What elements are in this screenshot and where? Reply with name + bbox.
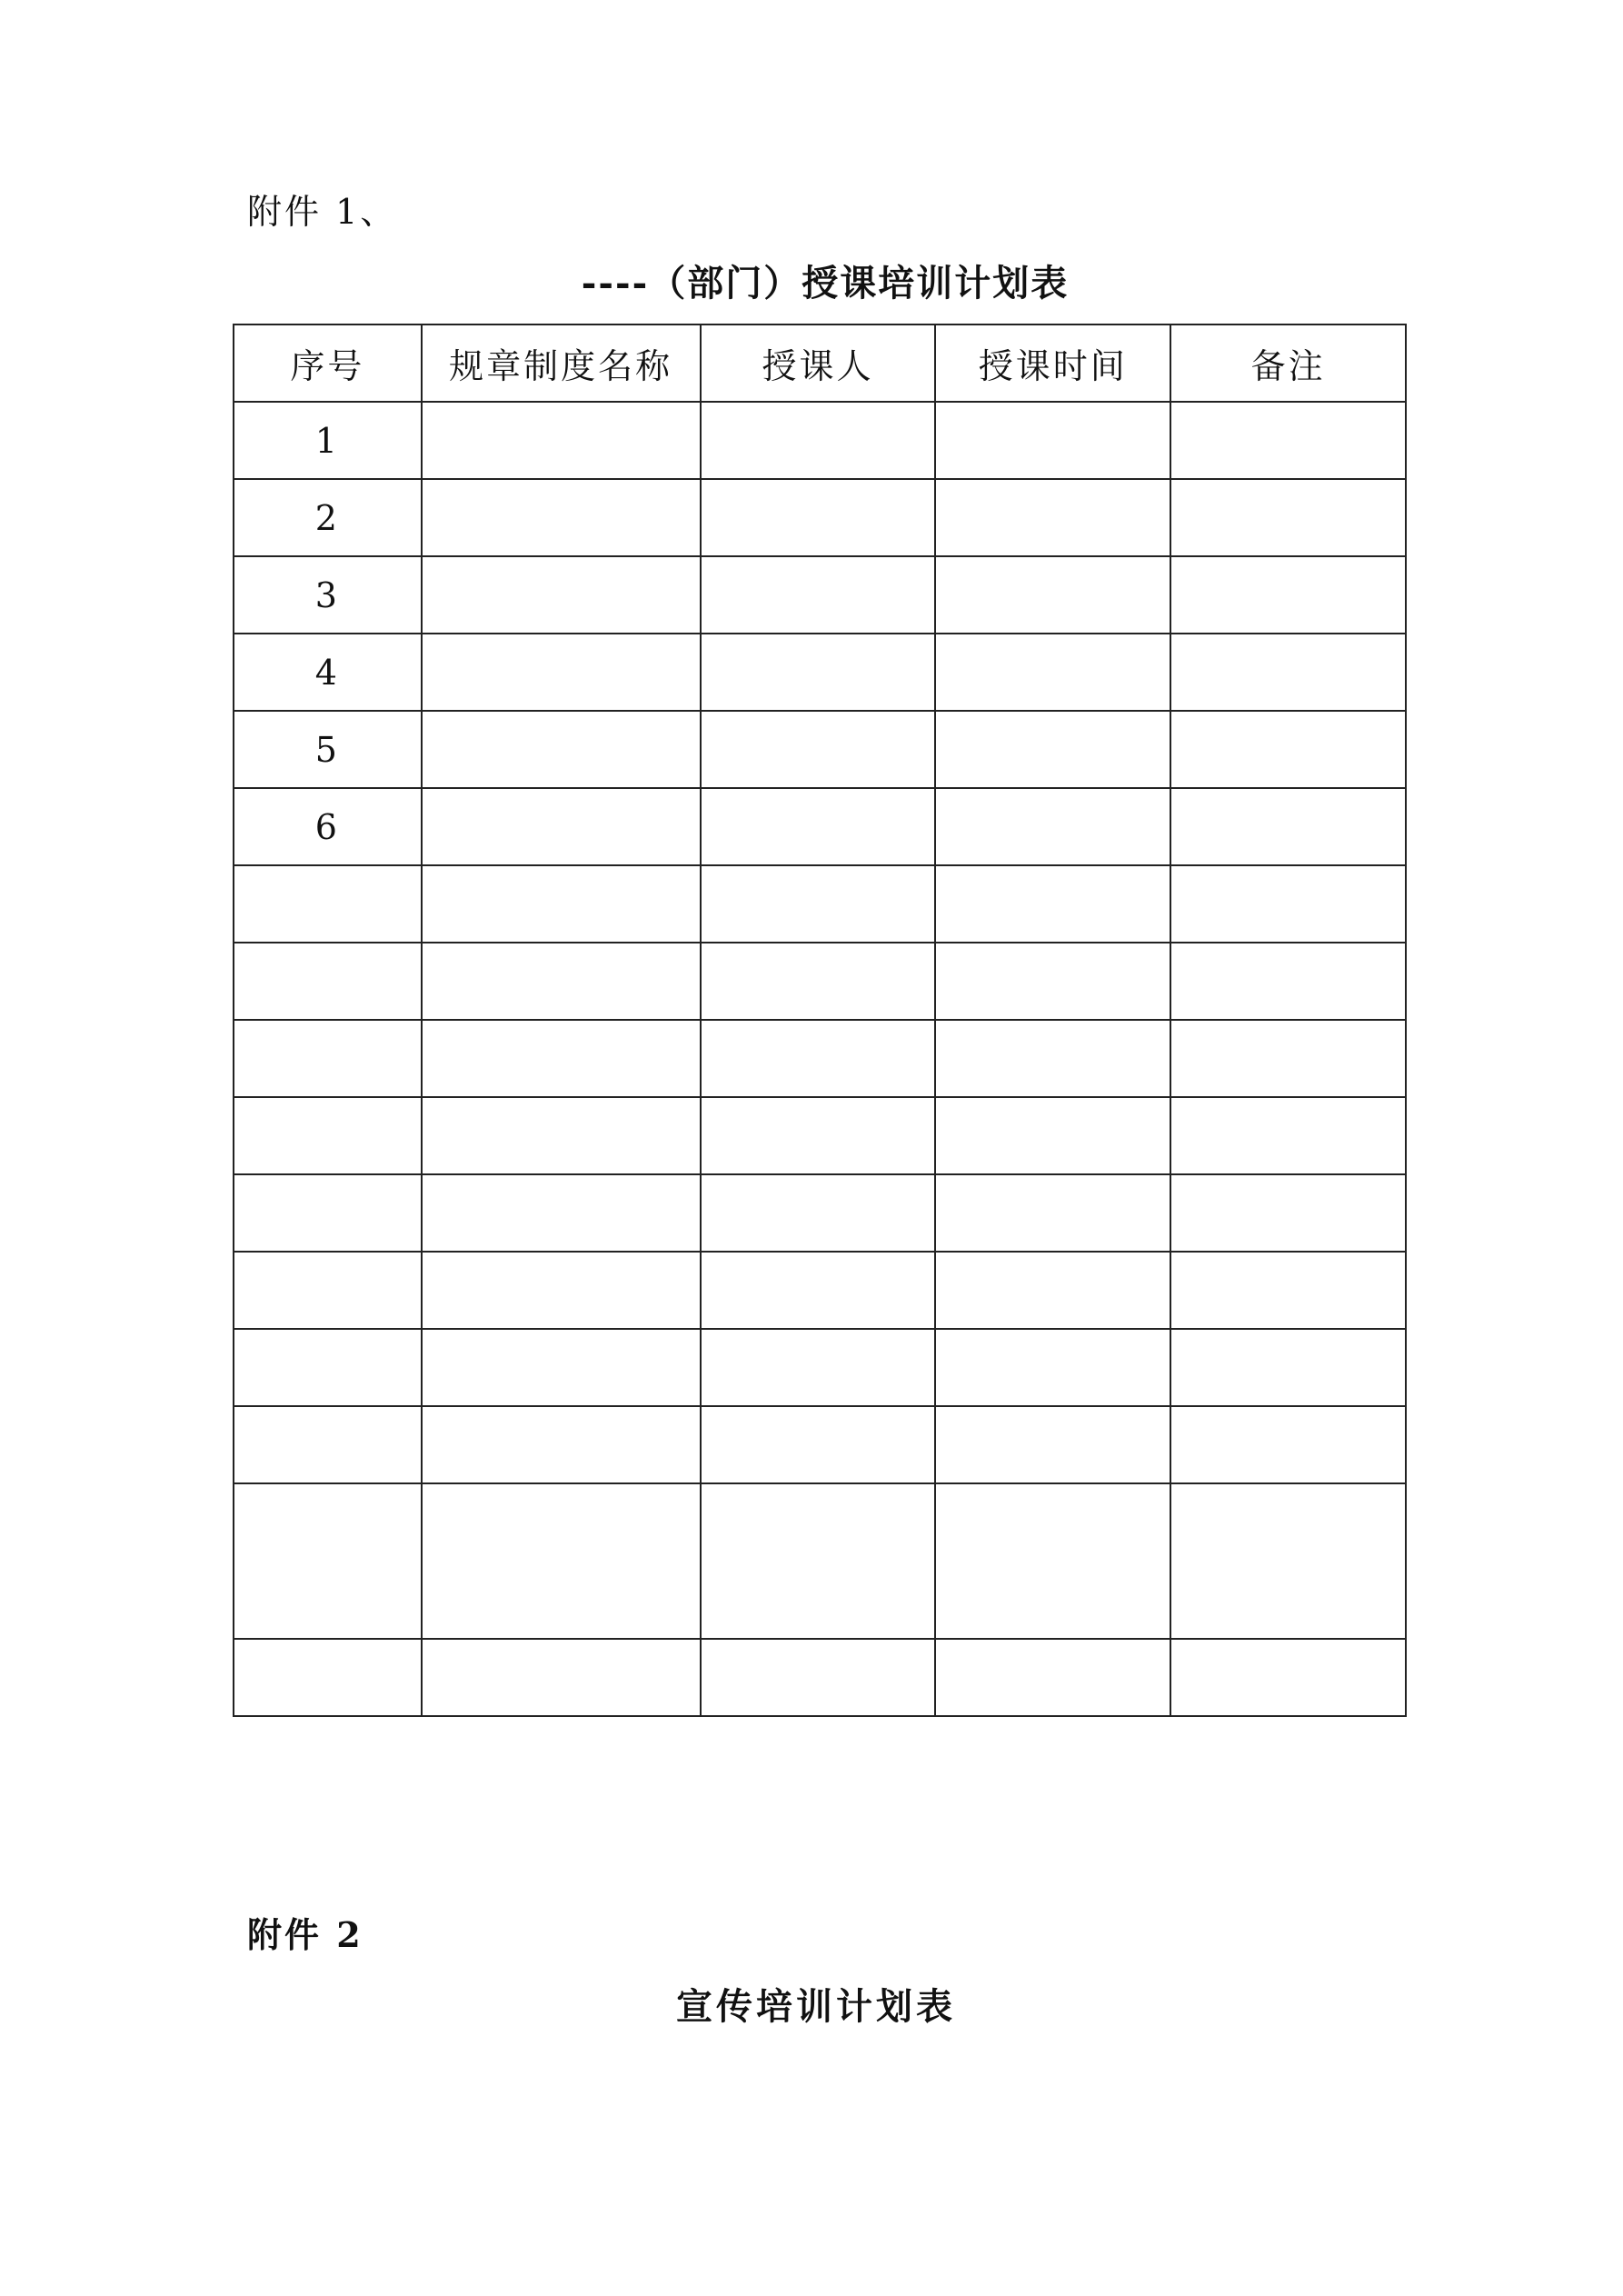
table-row <box>234 1020 1406 1097</box>
attachment-1-label: 附件 1、 <box>247 192 398 232</box>
cell-time <box>935 865 1170 943</box>
cell-time <box>935 1097 1170 1174</box>
cell-regulation-name <box>422 1483 701 1639</box>
cell-teacher <box>701 556 936 634</box>
cell-remark <box>1170 1174 1406 1252</box>
table-row <box>234 556 1406 634</box>
cell-regulation-name <box>422 865 701 943</box>
table-body <box>234 402 1406 1716</box>
cell-time <box>935 402 1170 479</box>
cell-remark <box>1170 943 1406 1020</box>
cell-remark <box>1170 788 1406 865</box>
cell-time <box>935 556 1170 634</box>
cell-time <box>935 1020 1170 1097</box>
cell-regulation-name <box>422 943 701 1020</box>
cell-seq <box>234 1020 422 1097</box>
cell-seq <box>234 865 422 943</box>
header-time: 授课时间 <box>935 324 1170 402</box>
cell-seq <box>234 1483 422 1639</box>
cell-seq: 2 <box>234 479 422 556</box>
cell-regulation-name <box>422 402 701 479</box>
cell-regulation-name <box>422 634 701 711</box>
cell-remark <box>1170 711 1406 788</box>
table-row <box>234 711 1406 788</box>
header-seq: 序号 <box>234 324 422 402</box>
table-row <box>234 1483 1406 1639</box>
cell-regulation-name <box>422 711 701 788</box>
table-2-title: 宣传培训计划表 <box>676 1985 956 2028</box>
cell-seq: 5 <box>234 711 422 788</box>
cell-regulation-name <box>422 1020 701 1097</box>
cell-remark <box>1170 556 1406 634</box>
table-row <box>234 1406 1406 1483</box>
cell-teacher <box>701 1329 936 1406</box>
cell-time <box>935 1639 1170 1716</box>
cell-remark <box>1170 402 1406 479</box>
cell-remark <box>1170 1483 1406 1639</box>
cell-teacher <box>701 1639 936 1716</box>
table-row <box>234 1174 1406 1252</box>
cell-teacher <box>701 1097 936 1174</box>
cell-seq: 6 <box>234 788 422 865</box>
cell-remark <box>1170 1252 1406 1329</box>
cell-seq: 4 <box>234 634 422 711</box>
cell-teacher <box>701 865 936 943</box>
cell-regulation-name <box>422 1252 701 1329</box>
table-row <box>234 1097 1406 1174</box>
cell-time <box>935 788 1170 865</box>
cell-seq <box>234 1406 422 1483</box>
table-1-title: ----（部门）授课培训计划表 <box>581 262 1070 304</box>
cell-time <box>935 1252 1170 1329</box>
cell-time <box>935 479 1170 556</box>
cell-time <box>935 1406 1170 1483</box>
attachment-2-label: 附件 2 <box>247 1914 363 1955</box>
cell-remark <box>1170 1406 1406 1483</box>
cell-regulation-name <box>422 1639 701 1716</box>
cell-time <box>935 943 1170 1020</box>
cell-time <box>935 1174 1170 1252</box>
cell-teacher <box>701 788 936 865</box>
cell-seq <box>234 1174 422 1252</box>
table-header-row <box>234 324 1406 402</box>
cell-seq: 1 <box>234 402 422 479</box>
cell-remark <box>1170 1329 1406 1406</box>
cell-teacher <box>701 1252 936 1329</box>
cell-remark <box>1170 865 1406 943</box>
table-row <box>234 943 1406 1020</box>
cell-remark <box>1170 479 1406 556</box>
cell-regulation-name <box>422 1329 701 1406</box>
header-regulation-name: 规章制度名称 <box>422 324 701 402</box>
cell-time <box>935 634 1170 711</box>
cell-remark <box>1170 634 1406 711</box>
cell-teacher <box>701 1020 936 1097</box>
cell-seq <box>234 943 422 1020</box>
cell-time <box>935 1329 1170 1406</box>
cell-teacher <box>701 1406 936 1483</box>
training-plan-table <box>233 324 1407 1717</box>
cell-regulation-name <box>422 556 701 634</box>
cell-regulation-name <box>422 1097 701 1174</box>
table-row <box>234 634 1406 711</box>
table-row <box>234 865 1406 943</box>
cell-teacher <box>701 1174 936 1252</box>
cell-regulation-name <box>422 1174 701 1252</box>
cell-remark <box>1170 1097 1406 1174</box>
cell-regulation-name <box>422 1406 701 1483</box>
table-row <box>234 402 1406 479</box>
cell-teacher <box>701 1483 936 1639</box>
cell-remark <box>1170 1020 1406 1097</box>
cell-teacher <box>701 479 936 556</box>
cell-teacher <box>701 402 936 479</box>
cell-time <box>935 1483 1170 1639</box>
cell-time <box>935 711 1170 788</box>
cell-regulation-name <box>422 479 701 556</box>
table-row <box>234 479 1406 556</box>
cell-teacher <box>701 711 936 788</box>
header-teacher: 授课人 <box>701 324 936 402</box>
cell-seq <box>234 1097 422 1174</box>
cell-seq <box>234 1252 422 1329</box>
table-row <box>234 788 1406 865</box>
cell-teacher <box>701 634 936 711</box>
cell-regulation-name <box>422 788 701 865</box>
table-row <box>234 1252 1406 1329</box>
cell-seq <box>234 1639 422 1716</box>
cell-seq: 3 <box>234 556 422 634</box>
cell-seq <box>234 1329 422 1406</box>
table-row <box>234 1639 1406 1716</box>
cell-remark <box>1170 1639 1406 1716</box>
table-row <box>234 1329 1406 1406</box>
header-remark: 备注 <box>1170 324 1406 402</box>
cell-teacher <box>701 943 936 1020</box>
